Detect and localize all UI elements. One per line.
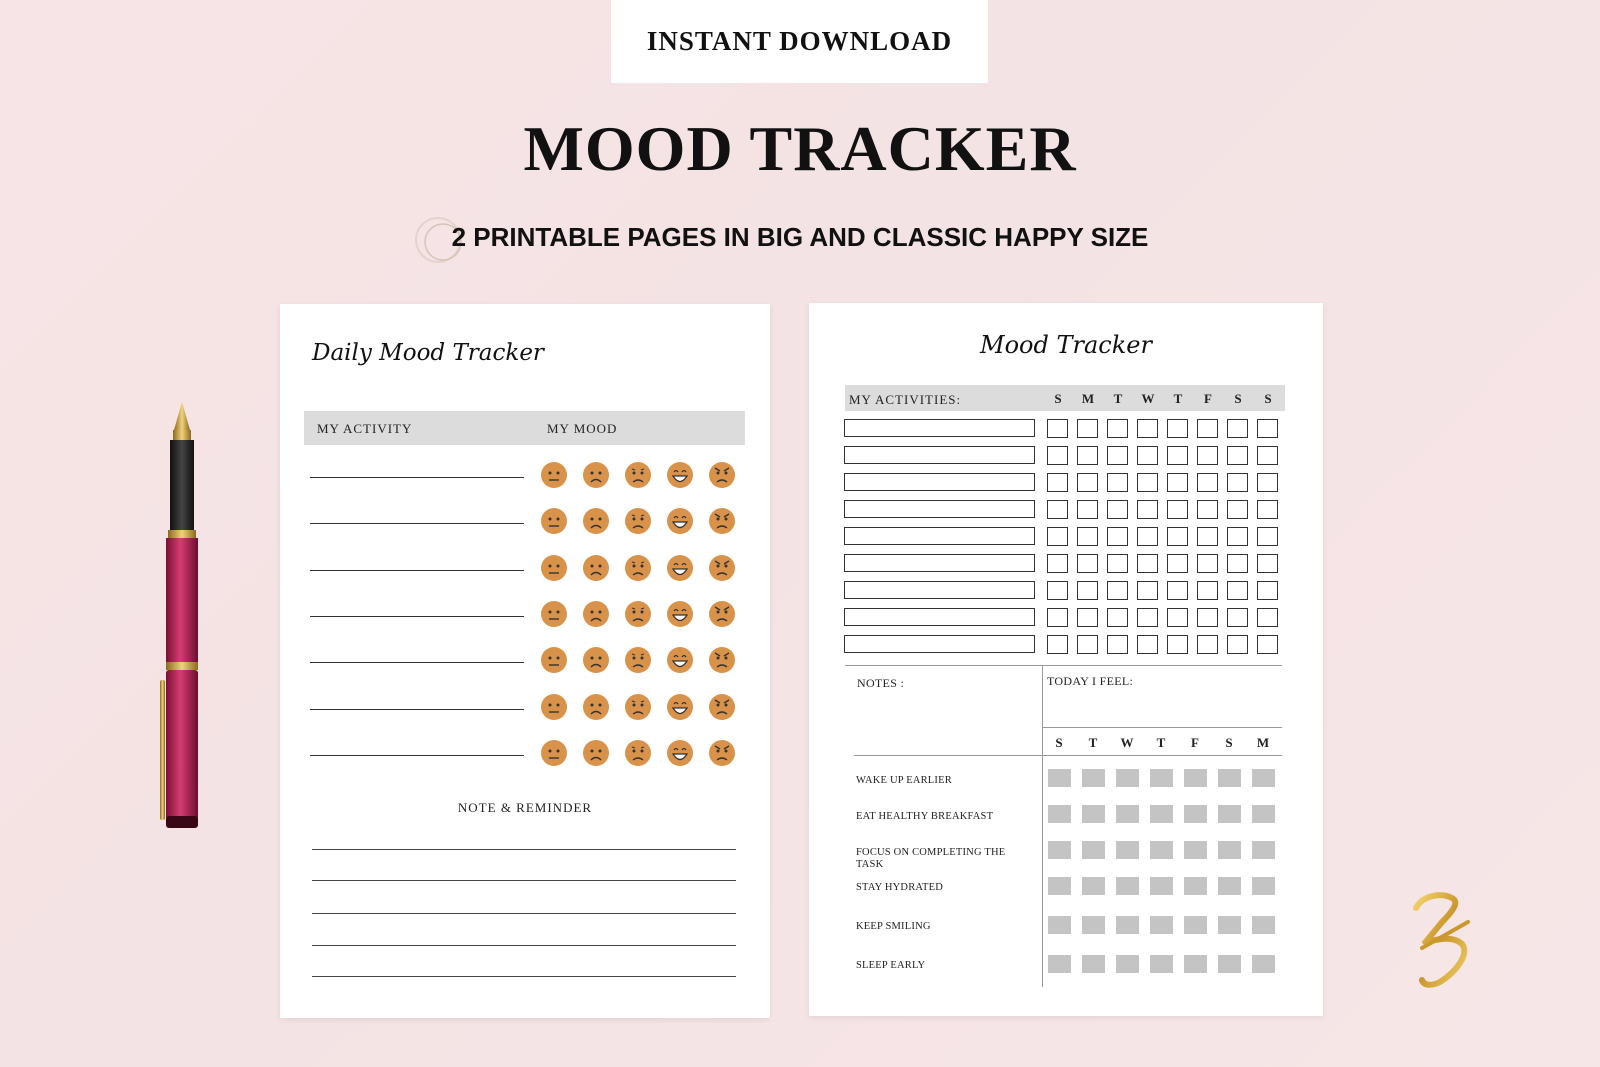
habit-square[interactable]	[1116, 877, 1139, 895]
day-checkbox[interactable]	[1197, 419, 1218, 438]
habit-square[interactable]	[1048, 769, 1071, 787]
habit-square[interactable]	[1048, 805, 1071, 823]
day-checkbox[interactable]	[1137, 635, 1158, 654]
frown-face-icon[interactable]	[582, 507, 610, 535]
habit-square[interactable]	[1252, 916, 1275, 934]
day-checkbox[interactable]	[1047, 446, 1068, 465]
habit-square[interactable]	[1184, 916, 1207, 934]
day-checkbox[interactable]	[1167, 554, 1188, 573]
habit-label: STAY HYDRATED	[856, 882, 944, 893]
activity-input[interactable]	[844, 446, 1035, 464]
badge-text: INSTANT DOWNLOAD	[646, 26, 953, 56]
day-checkbox[interactable]	[1167, 473, 1188, 492]
day-checkbox[interactable]	[1077, 473, 1098, 492]
divider	[845, 665, 1282, 666]
fountain-pen-icon	[152, 400, 212, 840]
sad-face-icon[interactable]	[624, 507, 652, 535]
angry-face-icon[interactable]	[708, 507, 736, 535]
divider	[1042, 665, 1043, 987]
day-label: S	[1055, 735, 1063, 750]
day-checkbox[interactable]	[1227, 581, 1248, 600]
habit-square[interactable]	[1184, 769, 1207, 787]
day-checkbox[interactable]	[1047, 500, 1068, 519]
day-checkbox[interactable]	[1107, 635, 1128, 654]
habit-label: WAKE UP EARLIER	[856, 775, 952, 786]
grin-face-icon[interactable]	[666, 646, 694, 674]
day-checkbox[interactable]	[1077, 419, 1098, 438]
col-activity-label: MY ACTIVITY	[317, 421, 413, 436]
habit-square[interactable]	[1184, 955, 1207, 973]
sad-face-icon[interactable]	[624, 693, 652, 721]
day-checkbox[interactable]	[1227, 527, 1248, 546]
day-checkbox[interactable]	[1137, 554, 1158, 573]
habit-square[interactable]	[1150, 916, 1173, 934]
angry-face-icon[interactable]	[708, 646, 736, 674]
activity-input[interactable]	[844, 635, 1035, 653]
mood-tracker-page	[809, 303, 1323, 1016]
neutral-face-icon[interactable]	[540, 693, 568, 721]
grin-face-icon[interactable]	[666, 461, 694, 489]
divider	[854, 755, 1282, 756]
day-checkbox[interactable]	[1227, 608, 1248, 627]
day-label: M	[1081, 391, 1095, 406]
sad-face-icon[interactable]	[624, 646, 652, 674]
grin-face-icon[interactable]	[666, 693, 694, 721]
main-title: MOOD TRACKER	[523, 113, 1077, 184]
day-checkbox[interactable]	[1047, 635, 1068, 654]
day-label: T	[1088, 735, 1098, 750]
day-checkbox[interactable]	[1107, 554, 1128, 573]
activity-line[interactable]	[310, 755, 524, 756]
page-title: Daily Mood Tracker	[312, 340, 544, 366]
day-checkbox[interactable]	[1227, 419, 1248, 438]
day-label: T	[1156, 735, 1166, 750]
habit-square[interactable]	[1082, 805, 1105, 823]
day-checkbox[interactable]	[1137, 500, 1158, 519]
day-checkbox[interactable]	[1107, 527, 1128, 546]
habit-square[interactable]	[1116, 955, 1139, 973]
activity-line[interactable]	[310, 523, 524, 524]
day-checkbox[interactable]	[1257, 473, 1278, 492]
day-label: F	[1204, 391, 1212, 406]
habit-label: KEEP SMILING	[856, 921, 931, 932]
note-line[interactable]	[312, 880, 736, 881]
day-checkbox[interactable]	[1137, 527, 1158, 546]
day-checkbox[interactable]	[1107, 419, 1128, 438]
habit-square[interactable]	[1252, 841, 1275, 859]
habit-square[interactable]	[1116, 805, 1139, 823]
day-label: S	[1234, 391, 1242, 406]
day-checkbox[interactable]	[1047, 581, 1068, 600]
note-line[interactable]	[312, 913, 736, 914]
notes-label: NOTES :	[857, 676, 905, 690]
grin-face-icon[interactable]	[666, 507, 694, 535]
day-label: T	[1173, 391, 1183, 406]
habit-square[interactable]	[1116, 841, 1139, 859]
habit-square[interactable]	[1150, 955, 1173, 973]
day-label: W	[1141, 391, 1155, 406]
col-mood-label: MY MOOD	[547, 421, 618, 436]
habit-square[interactable]	[1048, 841, 1071, 859]
day-label: F	[1191, 735, 1199, 750]
day-label: S	[1225, 735, 1233, 750]
sad-face-icon[interactable]	[624, 554, 652, 582]
day-checkbox[interactable]	[1167, 608, 1188, 627]
daily-mood-tracker-page	[280, 304, 770, 1018]
habit-square[interactable]	[1218, 877, 1241, 895]
angry-face-icon[interactable]	[708, 693, 736, 721]
habit-square[interactable]	[1184, 841, 1207, 859]
angry-face-icon[interactable]	[708, 600, 736, 628]
table-header	[304, 411, 745, 445]
activity-input[interactable]	[844, 419, 1035, 437]
day-checkbox[interactable]	[1167, 527, 1188, 546]
neutral-face-icon[interactable]	[540, 461, 568, 489]
day-checkbox[interactable]	[1197, 554, 1218, 573]
day-checkbox[interactable]	[1197, 527, 1218, 546]
habit-square[interactable]	[1082, 841, 1105, 859]
habit-square[interactable]	[1082, 916, 1105, 934]
day-checkbox[interactable]	[1077, 500, 1098, 519]
grin-face-icon[interactable]	[666, 554, 694, 582]
neutral-face-icon[interactable]	[540, 600, 568, 628]
habit-square[interactable]	[1048, 955, 1071, 973]
day-checkbox[interactable]	[1077, 527, 1098, 546]
day-checkbox[interactable]	[1197, 473, 1218, 492]
day-checkbox[interactable]	[1197, 446, 1218, 465]
day-checkbox[interactable]	[1257, 527, 1278, 546]
activity-input[interactable]	[844, 608, 1035, 626]
day-checkbox[interactable]	[1227, 500, 1248, 519]
day-checkbox[interactable]	[1197, 635, 1218, 654]
habit-square[interactable]	[1252, 955, 1275, 973]
activity-line[interactable]	[310, 570, 524, 571]
day-checkbox[interactable]	[1077, 554, 1098, 573]
activity-input[interactable]	[844, 473, 1035, 491]
day-checkbox[interactable]	[1227, 473, 1248, 492]
day-checkbox[interactable]	[1167, 446, 1188, 465]
habit-square[interactable]	[1218, 805, 1241, 823]
habit-square[interactable]	[1150, 877, 1173, 895]
day-label: T	[1113, 391, 1123, 406]
day-checkbox[interactable]	[1047, 419, 1068, 438]
angry-face-icon[interactable]	[708, 554, 736, 582]
day-checkbox[interactable]	[1077, 635, 1098, 654]
angry-face-icon[interactable]	[708, 461, 736, 489]
frown-face-icon[interactable]	[582, 646, 610, 674]
day-checkbox[interactable]	[1077, 608, 1098, 627]
day-checkbox[interactable]	[1137, 446, 1158, 465]
frown-face-icon[interactable]	[582, 554, 610, 582]
habit-label: SLEEP EARLY	[856, 960, 926, 971]
day-checkbox[interactable]	[1137, 473, 1158, 492]
neutral-face-icon[interactable]	[540, 646, 568, 674]
habit-square[interactable]	[1252, 805, 1275, 823]
habit-square[interactable]	[1218, 769, 1241, 787]
day-checkbox[interactable]	[1167, 635, 1188, 654]
habit-square[interactable]	[1082, 769, 1105, 787]
day-checkbox[interactable]	[1257, 635, 1278, 654]
frown-face-icon[interactable]	[582, 739, 610, 767]
note-line[interactable]	[312, 945, 736, 946]
today-feel-label: TODAY I FEEL:	[1047, 674, 1134, 688]
habit-square[interactable]	[1218, 916, 1241, 934]
habit-square[interactable]	[1184, 805, 1207, 823]
habit-square[interactable]	[1252, 877, 1275, 895]
day-checkbox[interactable]	[1167, 419, 1188, 438]
day-checkbox[interactable]	[1257, 500, 1278, 519]
instant-download-badge	[611, 0, 988, 83]
day-checkbox[interactable]	[1047, 608, 1068, 627]
subtitle: 2 PRINTABLE PAGES IN BIG AND CLASSIC HAPPY SIZE	[451, 222, 1149, 252]
day-checkbox[interactable]	[1167, 581, 1188, 600]
habit-square[interactable]	[1082, 955, 1105, 973]
habit-square[interactable]	[1218, 841, 1241, 859]
sad-face-icon[interactable]	[624, 461, 652, 489]
activity-line[interactable]	[310, 616, 524, 617]
day-checkbox[interactable]	[1107, 473, 1128, 492]
habit-square[interactable]	[1184, 877, 1207, 895]
activity-input[interactable]	[844, 500, 1035, 518]
habit-square[interactable]	[1048, 877, 1071, 895]
day-checkbox[interactable]	[1227, 446, 1248, 465]
neutral-face-icon[interactable]	[540, 507, 568, 535]
day-checkbox[interactable]	[1257, 554, 1278, 573]
habit-square[interactable]	[1082, 877, 1105, 895]
day-checkbox[interactable]	[1077, 581, 1098, 600]
day-checkbox[interactable]	[1257, 608, 1278, 627]
day-checkbox[interactable]	[1107, 446, 1128, 465]
day-checkbox[interactable]	[1107, 608, 1128, 627]
page-title: Mood Tracker	[980, 331, 1152, 359]
habit-label: FOCUS ON COMPLETING THE TASK	[856, 847, 1006, 870]
habit-square[interactable]	[1150, 841, 1173, 859]
angry-face-icon[interactable]	[708, 739, 736, 767]
day-label: W	[1120, 735, 1134, 750]
note-line[interactable]	[312, 976, 736, 977]
day-checkbox[interactable]	[1077, 446, 1098, 465]
day-label: S	[1054, 391, 1062, 406]
day-checkbox[interactable]	[1137, 419, 1158, 438]
habit-square[interactable]	[1150, 805, 1173, 823]
frown-face-icon[interactable]	[582, 600, 610, 628]
day-checkbox[interactable]	[1197, 608, 1218, 627]
grin-face-icon[interactable]	[666, 739, 694, 767]
note-reminder-label: NOTE & REMINDER	[457, 800, 593, 815]
habit-square[interactable]	[1116, 769, 1139, 787]
activity-line[interactable]	[310, 477, 524, 478]
day-checkbox[interactable]	[1047, 473, 1068, 492]
activities-label: MY ACTIVITIES:	[849, 392, 962, 407]
habit-square[interactable]	[1252, 769, 1275, 787]
activity-line[interactable]	[310, 709, 524, 710]
habit-square[interactable]	[1048, 916, 1071, 934]
gold-z-logo-icon	[1402, 888, 1480, 998]
note-line[interactable]	[312, 849, 736, 850]
day-checkbox[interactable]	[1107, 500, 1128, 519]
activity-input[interactable]	[844, 554, 1035, 572]
day-checkbox[interactable]	[1197, 500, 1218, 519]
day-checkbox[interactable]	[1167, 500, 1188, 519]
day-checkbox[interactable]	[1257, 581, 1278, 600]
day-label: M	[1256, 735, 1270, 750]
day-label: S	[1264, 391, 1272, 406]
habit-square[interactable]	[1218, 955, 1241, 973]
habit-label: EAT HEALTHY BREAKFAST	[856, 811, 994, 822]
habit-square[interactable]	[1150, 769, 1173, 787]
day-checkbox[interactable]	[1197, 581, 1218, 600]
habit-square[interactable]	[1116, 916, 1139, 934]
neutral-face-icon[interactable]	[540, 554, 568, 582]
activity-line[interactable]	[310, 662, 524, 663]
day-checkbox[interactable]	[1137, 608, 1158, 627]
day-checkbox[interactable]	[1227, 635, 1248, 654]
day-checkbox[interactable]	[1137, 581, 1158, 600]
sad-face-icon[interactable]	[624, 600, 652, 628]
neutral-face-icon[interactable]	[540, 739, 568, 767]
sad-face-icon[interactable]	[624, 739, 652, 767]
day-checkbox[interactable]	[1107, 581, 1128, 600]
day-checkbox[interactable]	[1047, 554, 1068, 573]
day-checkbox[interactable]	[1257, 446, 1278, 465]
day-checkbox[interactable]	[1227, 554, 1248, 573]
day-checkbox[interactable]	[1047, 527, 1068, 546]
activity-input[interactable]	[844, 527, 1035, 545]
activity-input[interactable]	[844, 581, 1035, 599]
day-checkbox[interactable]	[1257, 419, 1278, 438]
frown-face-icon[interactable]	[582, 693, 610, 721]
divider	[1042, 727, 1282, 728]
grin-face-icon[interactable]	[666, 600, 694, 628]
frown-face-icon[interactable]	[582, 461, 610, 489]
